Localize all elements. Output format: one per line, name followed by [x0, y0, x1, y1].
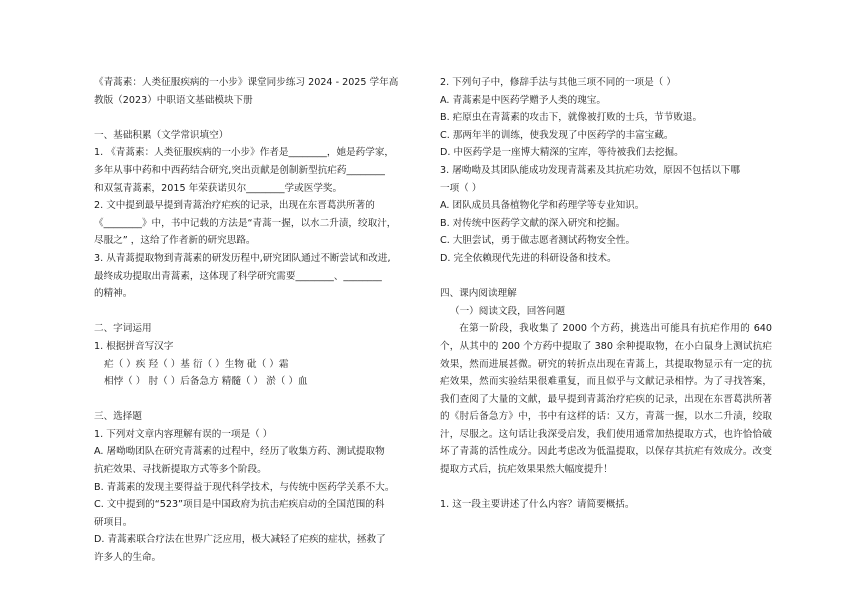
section-3-line: C. 文中提到的“523”项目是中国政府为抗击疟疾启动的全国范围的科: [94, 499, 385, 511]
section-1-line: 1. 《青蒿素：人类征服疾病的一小步》作者是________，她是药学家，: [94, 147, 395, 159]
question-3-line: B. 对传统中医药学文献的深入研究和挖掘。: [440, 217, 626, 229]
question-3-line: 一项（ ）: [440, 182, 482, 194]
section-1-line: 尽服之” ，这给了作者新的研究思路。: [94, 235, 256, 247]
section-1-line: 的精神。: [94, 288, 133, 300]
section-2-heading: 二、字词运用: [94, 323, 152, 335]
reading-passage: 在第一阶段，我收集了 2000 个方药，挑选出可能具有抗疟作用的 640 个，从其中的 200 个方药中提取了 380 余种提取物，在小白鼠身上测试抗疟效果，然而进展甚微。研究的转折点出现在青蒿上，其提取物显示有一定的抗疟效果，然而实验结果很难重复，而且似乎与文献记录相悖。为了寻找答案，我们查阅了大量的文献，最早提到青蒿治疗疟疾的记录，出现在东晋葛洪所著的《肘后备急方》中，书中有这样的话：又方，青蒿一握，以水二升渍，绞取汁，尽服之。这句话让我深受启发，我们使用通常加热提取方式，也许恰恰破坏了青蒿的活性成分。因此考虑改为低温提取，以保存其抗疟有效成分。改变提取方式后，抗疟效果果然大幅度提升！: [440, 323, 772, 476]
right-column: [440, 74, 772, 514]
question-2-line: D. 中医药学是一座博大精深的宝库，等待被我们去挖掘。: [440, 147, 684, 159]
question-2-line: B. 疟原虫在青蒿素的攻击下，就像被打败的士兵，节节败退。: [440, 112, 703, 124]
section-1-line: 和双氢青蒿素，2015 年荣获诺贝尔________学或医学奖。: [94, 182, 343, 194]
section-2-subheading: 1. 根据拼音写汉字: [94, 340, 174, 352]
document-title-line-2: 教版（2023）中职语文基础模块下册: [94, 94, 253, 106]
question-3-line: C. 大胆尝试，勇于做志愿者测试药物安全性。: [440, 235, 636, 247]
section-4-subheading: （一）阅读文段，回答问题: [450, 305, 566, 317]
section-3-line: 1. 下列对文章内容理解有误的一项是（ ）: [94, 428, 273, 440]
section-3-line: 研项目。: [94, 516, 133, 528]
section-1-line: 最终成功提取出青蒿素，这体现了科学研究需要________、________: [94, 270, 382, 282]
question-3-line: 3. 屠呦呦及其团队能成功发现青蒿素及其抗疟功效，原因不包括以下哪: [440, 164, 741, 176]
reading-question-1: 1. 这一段主要讲述了什么内容？请简要概括。: [440, 499, 635, 511]
section-1-line: 多年从事中药和中西药结合研究,突出贡献是创制新型抗疟药________: [94, 164, 385, 176]
section-3-heading: 三、选择题: [94, 411, 142, 423]
section-1-line: 2. 文中提到最早提到青蒿治疗疟疾的记录，出现在东晋葛洪所著的: [94, 200, 375, 212]
section-1-line: 《________》中，书中记载的方法是“青蒿一握，以水二升渍，绞取汁，: [94, 217, 397, 229]
section-3-line: B. 青蒿素的发现主要得益于现代科学技术，与传统中医药学关系不大。: [94, 481, 395, 493]
question-3-line: D. 完全依赖现代先进的科研设备和技术。: [440, 252, 617, 264]
question-2-line: C. 那两年半的训练，使我发现了中医药学的丰富宝藏。: [440, 129, 674, 141]
question-2-line: A. 青蒿素是中医药学赠予人类的瑰宝。: [440, 94, 606, 106]
section-3-line: 许多人的生命。: [94, 552, 162, 564]
question-2-line: 2. 下列句子中，修辞手法与其他三项不同的一项是（ ）: [440, 77, 676, 88]
section-4-heading: 四、课内阅读理解: [440, 288, 517, 300]
section-3-line: A. 屠呦呦团队在研究青蒿素的过程中，经历了收集方药、测试提取物: [94, 446, 385, 458]
question-3-line: A. 团队成员具备植物化学和药理学等专业知识。: [440, 200, 645, 212]
section-3-line: D. 青蒿素联合疗法在世界广泛应用，极大减轻了疟疾的症状，拯救了: [94, 534, 386, 546]
document-title-line-1: 《青蒿素：人类征服疾病的一小步》课堂同步练习 2024 - 2025 学年高: [94, 77, 399, 88]
left-column: [94, 74, 424, 567]
section-1-line: 3. 从青蒿提取物到青蒿素的研发历程中,研究团队通过不断尝试和改进,: [94, 252, 391, 264]
pinyin-row: 疟（ ）疾 羟（ ）基 衍（ ）生物 砒（ ）霜: [104, 358, 289, 370]
section-1-heading: 一、基础积累（文学常识填空）: [94, 129, 229, 141]
pinyin-row: 相悖（ ） 肘（ ）后备急方 精髓（ ） 淤（ ）血: [104, 376, 308, 388]
section-3-line: 抗疟效果、寻找新提取方式等多个阶段。: [94, 464, 267, 476]
